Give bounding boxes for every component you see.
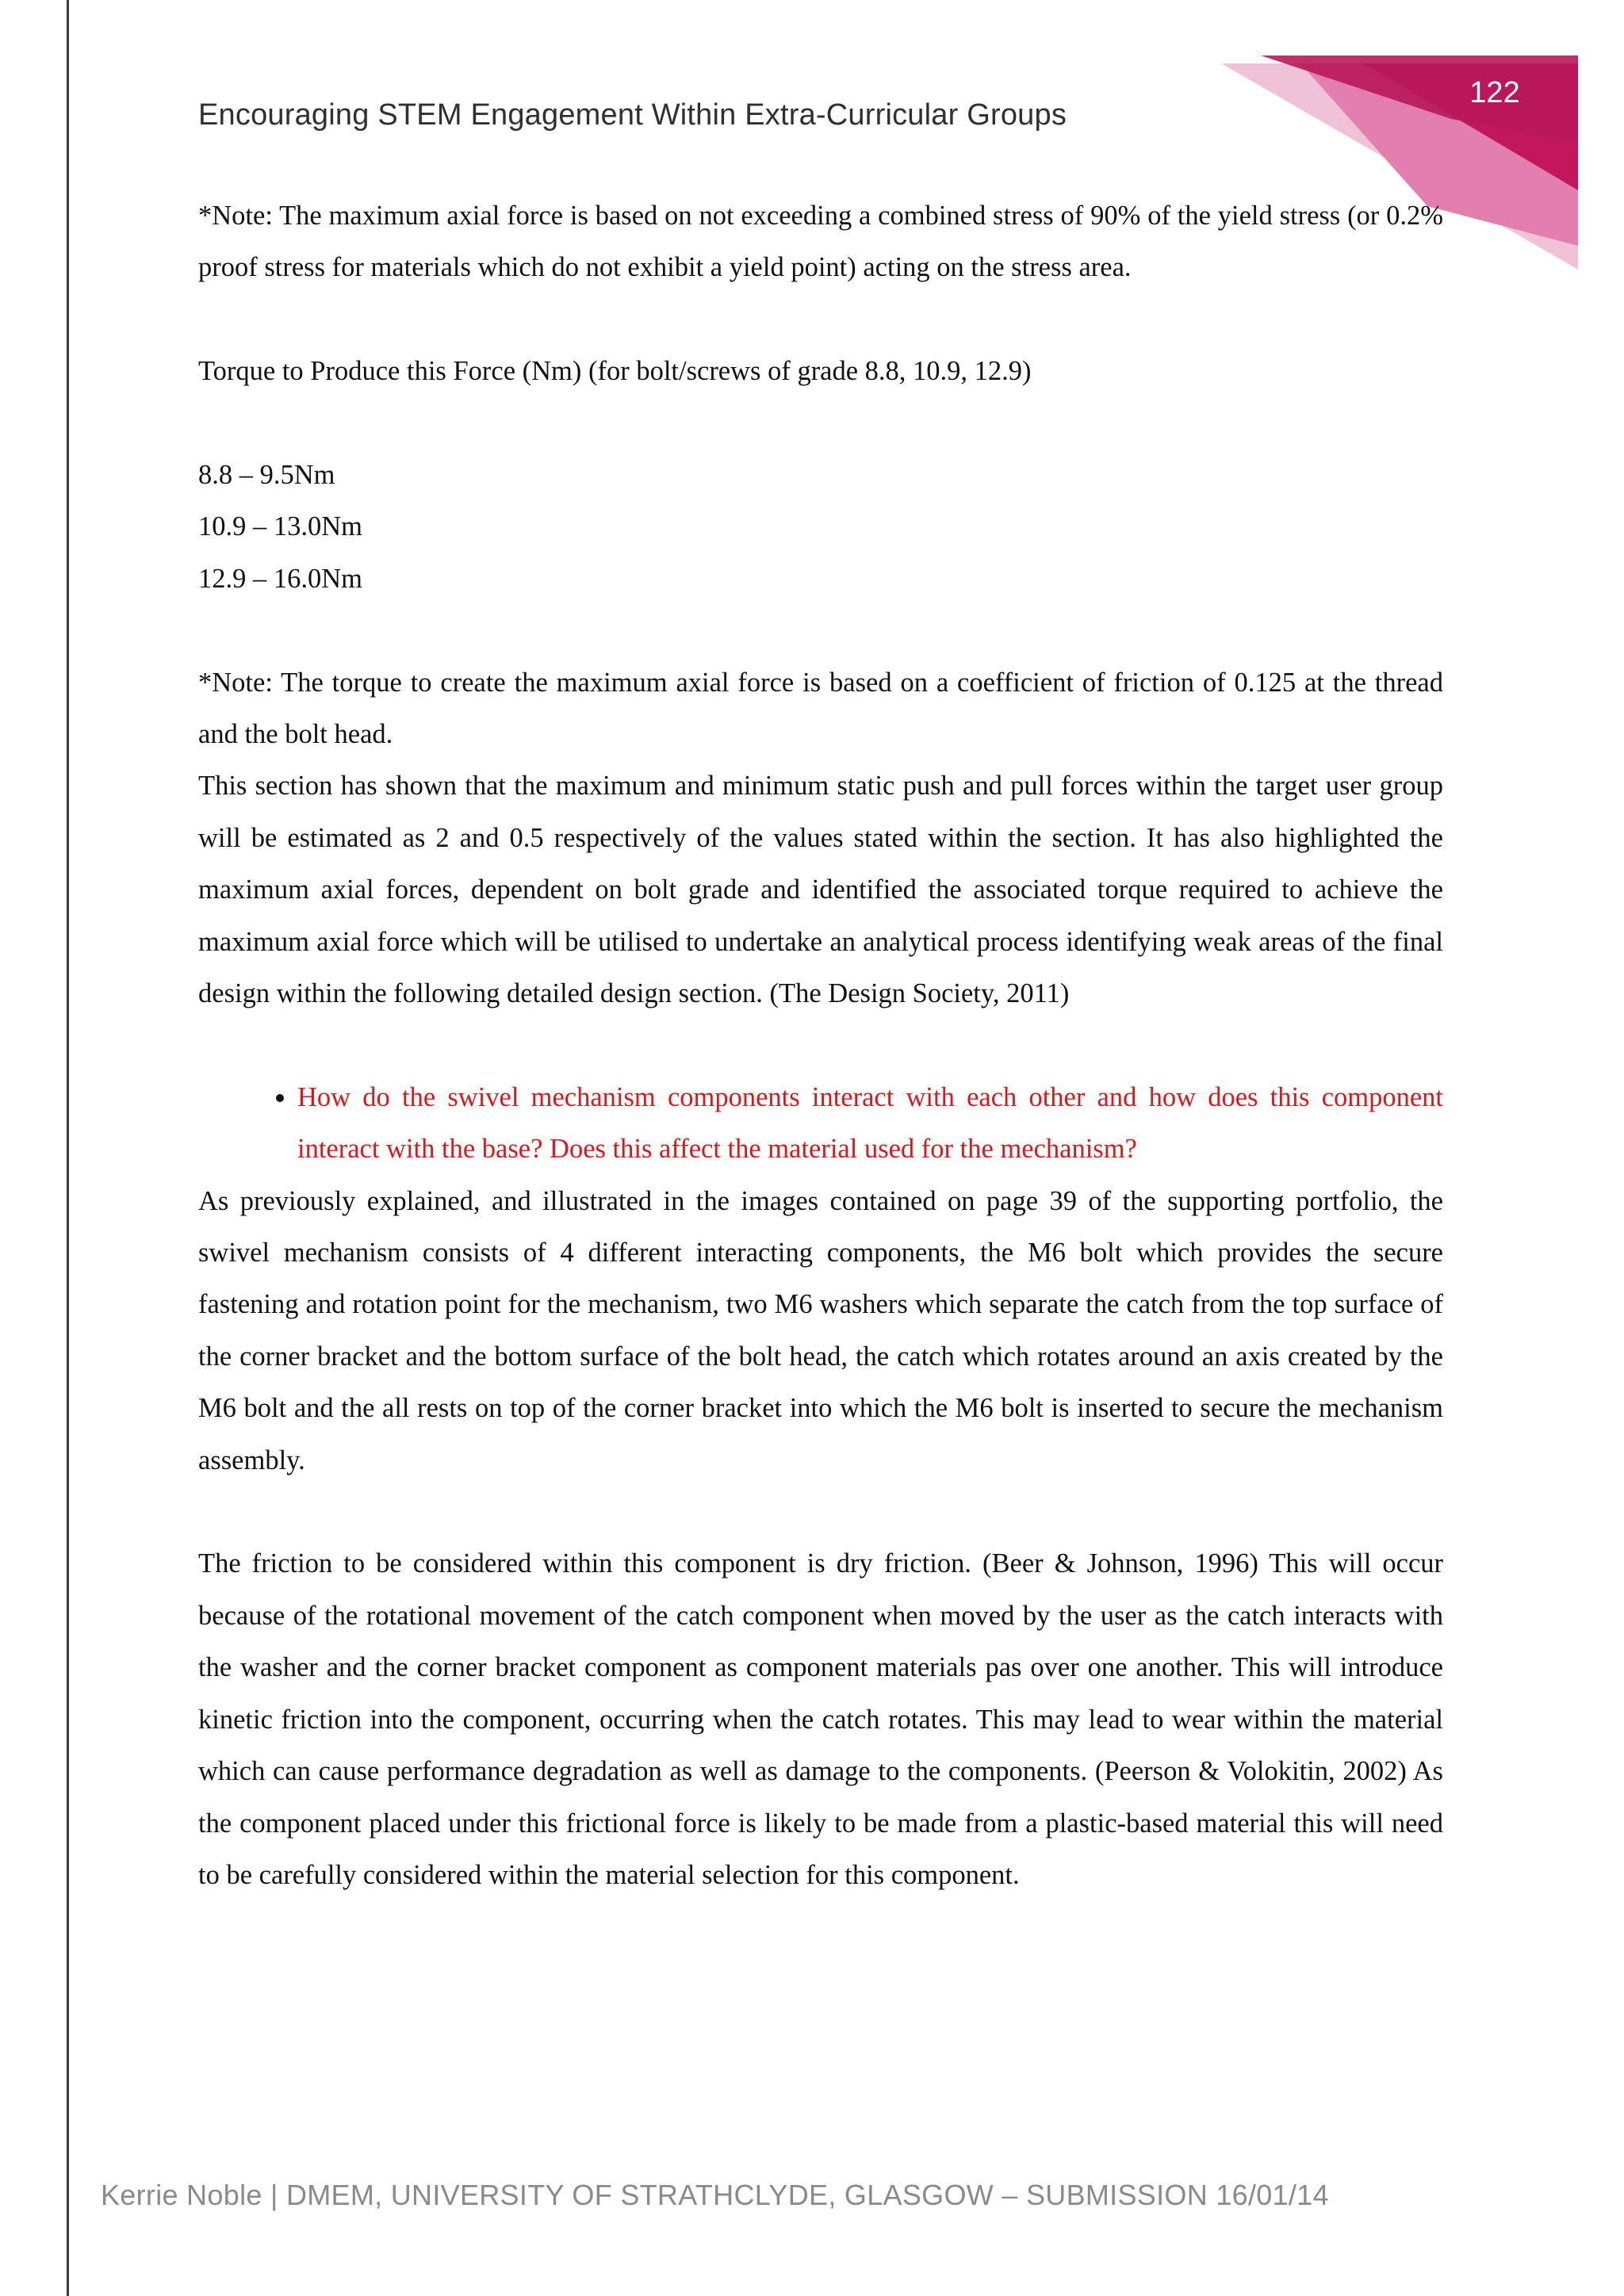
- note-axial-force: *Note: The maximum axial force is based on not exceeding a combined stress of 90% of the yield stress (or 0.2% proof stress for materials which do not exhibit a yield point) acting on the stress area.: [198, 201, 1443, 283]
- torque-value-10-9: 10.9 – 13.0Nm: [198, 511, 362, 542]
- friction-paragraph: The friction to be considered within this component is dry friction. (Beer & Johnson, 1996) This will occur because of the rotational movement of the catch component when moved by the user as the catch interacts with the washer and the corner bracket component as component materials pas over one another. This will introduce kinetic friction into the component, occurring when the catch rotates. This may lead to wear within the material which can cause performance degradation as well as damage to the components. (Peerson & Volokitin, 2002) As the component placed under this frictional force is likely to be made from a plastic-based material this will need to be carefully considered within the material selection for this component.: [198, 1548, 1443, 1890]
- spacer: [198, 1020, 1443, 1071]
- page-margin-line: [67, 0, 69, 2296]
- mechanism-paragraph: As previously explained, and illustrated in the images contained on page 39 of the supporting portfolio, the swivel mechanism consists of 4 different interacting components, the M6 bolt which provides the secure fastening and rotation point for the mechanism, two M6 washers which separate the catch from the top surface of the corner bracket and the bottom surface of the bolt head, the catch which rotates around an axis created by the M6 bolt and the all rests on top of the corner bracket into which the M6 bolt is inserted to secure the mechanism assembly.: [198, 1185, 1443, 1475]
- header-title: Encouraging STEM Engagement Within Extra-Curricular Groups: [198, 98, 1067, 132]
- torque-value-12-9: 12.9 – 16.0Nm: [198, 563, 362, 594]
- torque-heading: Torque to Produce this Force (Nm) (for bolt/screws of grade 8.8, 10.9, 12.9): [198, 356, 1032, 387]
- spacer: [198, 1487, 1443, 1538]
- spacer: [198, 398, 1443, 450]
- page-footer: Kerrie Noble | DMEM, UNIVERSITY OF STRATHCLYDE, GLASGOW – SUBMISSION 16/01/14: [101, 2179, 1329, 2211]
- question-item: • How do the swivel mechanism components interact with each other and how does this component interact with the base? Does this affect the material used for the mechanism?: [297, 1072, 1443, 1176]
- spacer: [198, 294, 1443, 346]
- question-list: [198, 1072, 1443, 1176]
- summary-paragraph: This section has shown that the maximum and minimum static push and pull forces within the target user group will be estimated as 2 and 0.5 respectively of the values stated within the section. It has also highlighted the maximum axial forces, dependent on bolt grade and identified the associated torque required to achieve the maximum axial force which will be utilised to undertake an analytical process identifying weak areas of the final design within the following detailed design section. (The Design Society, 2011): [198, 771, 1443, 1009]
- note-torque: *Note: The torque to create the maximum axial force is based on a coefficient of friction of 0.125 at the thread and the bolt head.: [198, 667, 1443, 750]
- page-number: 122: [1469, 76, 1520, 109]
- document-body: [198, 190, 1443, 1901]
- torque-value-8-8: 8.8 – 9.5Nm: [198, 460, 335, 490]
- spacer: [198, 605, 1443, 656]
